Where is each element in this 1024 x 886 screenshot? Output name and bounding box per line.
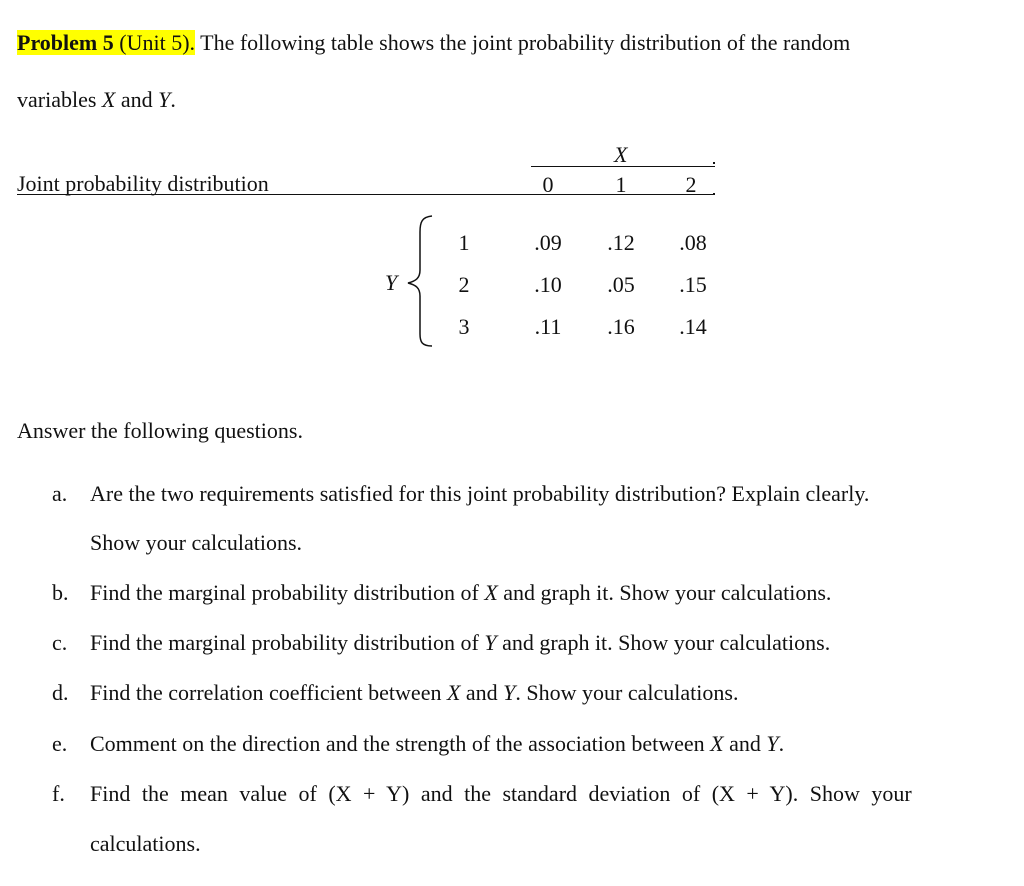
question-e-text xyxy=(90,731,784,757)
question-d-mid: and xyxy=(460,680,504,705)
question-d-var2: Y xyxy=(503,680,516,705)
table-cell: .10 xyxy=(534,272,562,297)
question-c-pre: Find the marginal probability distribution of xyxy=(90,630,485,655)
question-b-letter: b. xyxy=(52,580,69,605)
col-header-1: 1 xyxy=(615,172,627,197)
col-header-2: 2 xyxy=(685,172,697,197)
question-e-var1: X xyxy=(710,731,724,756)
question-c-post: and graph it. Show your calculations. xyxy=(496,630,831,655)
question-d-letter: d. xyxy=(52,680,69,705)
row-variable-label: Y xyxy=(385,270,398,295)
problem-statement-line1 xyxy=(17,30,850,56)
question-f-text-line2: calculations. xyxy=(90,831,201,856)
statement-and: and xyxy=(115,87,159,112)
question-d-var1: X xyxy=(446,680,461,705)
table-cell: .09 xyxy=(534,230,562,255)
problem-statement-text: The following table shows the joint probability distribution of the random xyxy=(200,30,851,55)
question-d-post: . Show your calculations. xyxy=(515,680,739,705)
instructions: Answer the following questions. xyxy=(17,418,303,443)
problem-statement-line2 xyxy=(17,87,176,113)
question-a-text: Are the two requirements satisfied for this joint probability distribution? Explain clearly. xyxy=(90,481,870,506)
question-b-text xyxy=(90,580,831,606)
problem-unit: (Unit 5). xyxy=(119,30,196,55)
statement-period: . xyxy=(170,87,176,112)
question-e-var2: Y xyxy=(766,731,779,756)
table-cell: .12 xyxy=(607,230,635,255)
left-brace-icon xyxy=(402,214,436,348)
dot-mark xyxy=(713,162,715,164)
question-a-letter: a. xyxy=(52,481,68,506)
question-a-text-line2: Show your calculations. xyxy=(90,530,303,555)
question-b-var: X xyxy=(484,580,498,605)
question-b-pre: Find the marginal probability distribution of xyxy=(90,580,485,605)
question-c-var: Y xyxy=(484,630,497,655)
var-x: X xyxy=(101,87,116,112)
question-e-mid: and xyxy=(723,731,767,756)
table-cell: .05 xyxy=(607,272,635,297)
problem-label: Problem 5 xyxy=(17,30,114,55)
question-d-pre: Find the correlation coefficient between xyxy=(90,680,447,705)
table-title: Joint probability distribution xyxy=(17,171,269,196)
question-f-letter: f. xyxy=(52,781,65,806)
row-header-3: 3 xyxy=(458,314,470,339)
table-cell: .14 xyxy=(679,314,707,339)
row-header-1: 1 xyxy=(458,230,470,255)
row-header-2: 2 xyxy=(458,272,470,297)
statement-prefix: variables xyxy=(17,87,102,112)
question-e-letter: e. xyxy=(52,731,68,756)
question-c-text xyxy=(90,630,830,656)
var-y: Y xyxy=(158,87,171,112)
question-c-letter: c. xyxy=(52,630,68,655)
question-f-text: Find the mean value of (X + Y) and the standard deviation of (X + Y). Show your xyxy=(90,781,912,806)
question-e-pre: Comment on the direction and the strength of the association between xyxy=(90,731,711,756)
table-cell: .15 xyxy=(679,272,707,297)
table-cell: .11 xyxy=(534,314,562,339)
table-cell: .16 xyxy=(607,314,635,339)
question-d-text xyxy=(90,680,738,706)
col-header-0: 0 xyxy=(542,172,554,197)
problem-highlight xyxy=(17,30,195,55)
question-e-post: . xyxy=(778,731,785,756)
question-b-post: and graph it. Show your calculations. xyxy=(497,580,832,605)
table-cell: .08 xyxy=(679,230,707,255)
col-variable-label: X xyxy=(614,142,628,167)
